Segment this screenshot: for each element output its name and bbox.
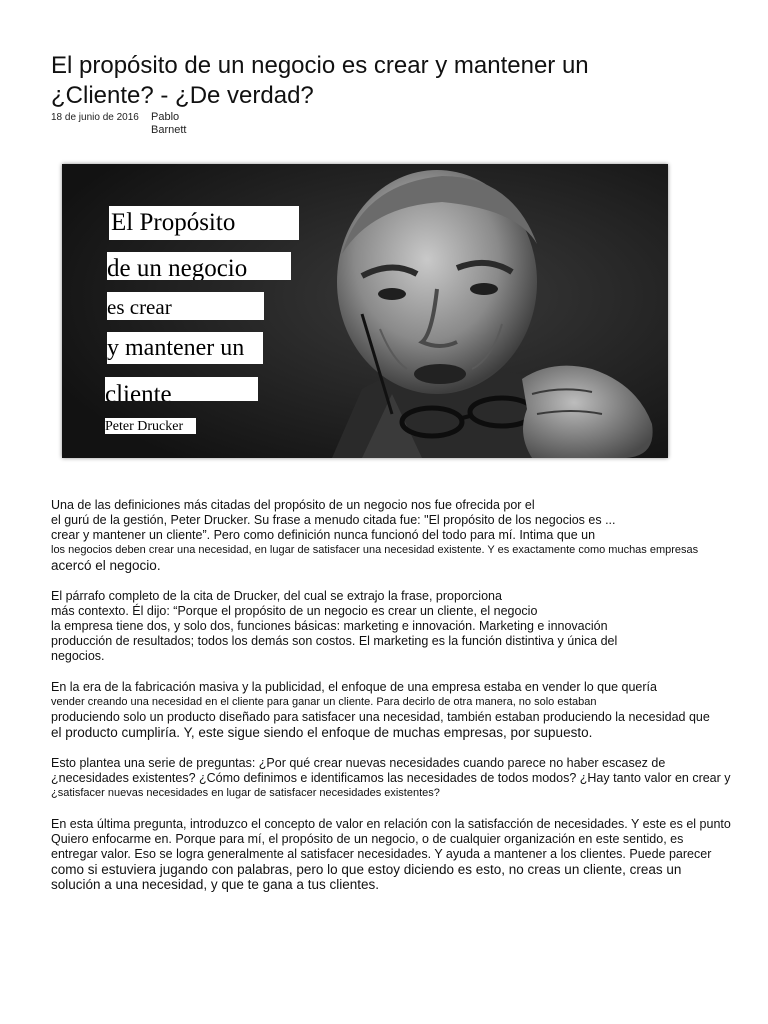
paragraph bbox=[51, 756, 751, 801]
text-line: vender creando una necesidad en el cliente para ganar un cliente. Para decirlo de otra manera, no solo estaban bbox=[51, 696, 597, 708]
paragraph bbox=[51, 589, 751, 664]
text-line: producción de resultados; todos los demás son costos. El marketing es la función distintiva y única del bbox=[51, 634, 618, 648]
paragraph bbox=[51, 817, 751, 892]
text-line: el producto cumpliría. Y, este sigue siendo el enfoque de muchas empresas, por supuesto. bbox=[51, 725, 593, 740]
text-line: Esto plantea una serie de preguntas: ¿Por qué crear nuevas necesidades cuando parece no haber escasez de bbox=[51, 756, 666, 770]
quote-line: cliente bbox=[105, 377, 258, 401]
text-line: la empresa tiene dos, y solo dos, funciones básicas: marketing e innovación. Marketing e innovación bbox=[51, 619, 608, 633]
text-line: acercó el negocio. bbox=[51, 558, 161, 573]
text-line: Quiero enfocarme en. Porque para mí, el propósito de un negocio, o de cualquier organización en este sentido, es bbox=[51, 832, 684, 846]
text-line: ¿satisfacer nuevas necesidades en lugar de satisfacer necesidades existentes? bbox=[51, 787, 440, 799]
hero-image bbox=[62, 164, 668, 458]
author-first-name: Pablo bbox=[151, 111, 180, 123]
text-line: En la era de la fabricación masiva y la publicidad, el enfoque de una empresa estaba en vender lo que quería bbox=[51, 680, 657, 694]
text-line: Una de las definiciones más citadas del propósito de un negocio nos fue ofrecida por el bbox=[51, 498, 535, 512]
publish-date: 18 de junio de 2016 bbox=[51, 112, 139, 123]
text-line: En esta última pregunta, introduzco el concepto de valor en relación con la satisfacción de necesidades. Y este es el punto bbox=[51, 817, 731, 831]
article-body bbox=[51, 498, 751, 908]
text-line: como si estuviera jugando con palabras, pero lo que estoy diciendo es esto, no creas un cliente, creas un bbox=[51, 862, 682, 877]
paragraph bbox=[51, 680, 751, 740]
author-name bbox=[151, 111, 211, 137]
article-title bbox=[51, 51, 731, 111]
title-line: El propósito de un negocio es crear y mantener un bbox=[51, 52, 589, 79]
quote-line: de un negocio bbox=[107, 252, 291, 280]
text-line: El párrafo completo de la cita de Drucker, del cual se extrajo la frase, proporciona bbox=[51, 589, 502, 603]
text-line: los negocios deben crear una necesidad, en lugar de satisfacer una necesidad existente. Y es exactamente como muchas empresas bbox=[51, 544, 699, 556]
quote-line: es crear bbox=[107, 292, 264, 320]
text-line: más contexto. Él dijo: “Porque el propósito de un negocio es crear un cliente, el negocio bbox=[51, 604, 538, 618]
quote-line: y mantener un bbox=[107, 332, 263, 364]
text-line: entregar valor. Eso se logra generalmente al satisfacer necesidades. Y ayuda a mantener a los clientes. Puede parecer bbox=[51, 847, 712, 861]
text-line: solución a una necesidad, y que te gana a tus clientes. bbox=[51, 877, 379, 892]
text-line: negocios. bbox=[51, 649, 105, 663]
title-line: ¿Cliente? - ¿De verdad? bbox=[51, 82, 314, 109]
author-last-name: Barnett bbox=[151, 124, 187, 136]
paragraph bbox=[51, 498, 751, 573]
text-line: produciendo solo un producto diseñado para satisfacer una necesidad, también estaban produciendo la necesidad que bbox=[51, 710, 710, 724]
text-line: crear y mantener un cliente”. Pero como definición nunca funcionó del todo para mí. Intima que un bbox=[51, 528, 596, 542]
quote-attribution: Peter Drucker bbox=[105, 418, 196, 434]
quote-line: El Propósito bbox=[109, 206, 299, 240]
text-line: el gurú de la gestión, Peter Drucker. Su frase a menudo citada fue: "El propósito de los negocios es ... bbox=[51, 513, 616, 527]
text-line: ¿necesidades existentes? ¿Cómo definimos e identificamos las necesidades de todos modos? ¿Hay tanto valor en crear y bbox=[51, 771, 731, 785]
